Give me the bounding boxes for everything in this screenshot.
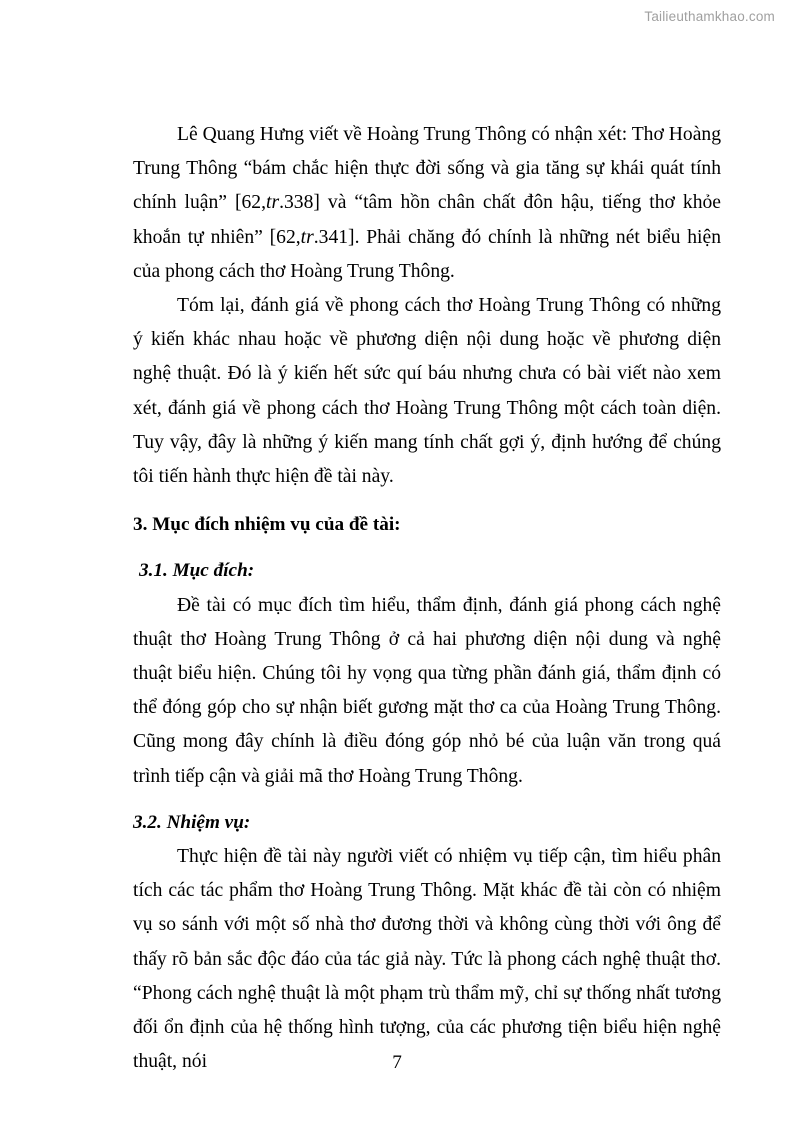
body-paragraph xyxy=(133,840,721,1079)
body-paragraph xyxy=(133,589,721,794)
citation-abbrev: tr xyxy=(266,192,280,214)
subsection-heading: 3.1. Mục đích: xyxy=(139,560,255,582)
section-heading: 3. Mục đích nhiệm vụ của đề tài: xyxy=(133,514,401,536)
paragraph-text: Đề tài có mục đích tìm hiểu, thẩm định, đánh giá phong cách nghệ thuật thơ Hoàng Trung Thông ở cả hai phương diện nội dung và nghệ thuật biểu hiện. Chúng tôi hy vọng qua từng phần đánh giá, thẩm định có thể đóng góp cho sự nhận biết gương mặt thơ ca của Hoàng Trung Thông. Cũng mong đây chính là điều đóng góp nhỏ bé của luận văn trong quá trình tiếp cận và giải mã thơ Hoàng Trung Thông. xyxy=(133,594,721,787)
body-paragraph xyxy=(133,118,721,289)
body-paragraph xyxy=(133,289,721,494)
paragraph-text: Thực hiện đề tài này người viết có nhiệm vụ tiếp cận, tìm hiểu phân tích các tác phẩm thơ Hoàng Trung Thông. Mặt khác đề tài còn có nhiệm vụ so sánh với một số nhà thơ đương thời và không cùng thời với ông để thấy rõ bản sắc độc đáo của tác giả này. Tức là phong cách nghệ thuật thơ. “Phong cách nghệ thuật là một phạm trù thẩm mỹ, chỉ sự thống nhất tương đối ổn định của hệ thống hình tượng, của các phương tiện biểu hiện nghệ thuật, nói xyxy=(133,846,721,1073)
subsection-heading: 3.2. Nhiệm vụ: xyxy=(133,811,251,833)
page-content-body xyxy=(133,118,721,1079)
paragraph-text: .341]. Phải chăng đó chính là những nét biểu hiện của phong cách thơ Hoàng Trung Thông. xyxy=(133,226,721,282)
paragraph-text: .338] và “tâm hồn chân chất đôn hậu, tiếng thơ khỏe khoắn tự nhiên” [62, xyxy=(133,192,721,248)
watermark-text: Tailieuthamkhao.com xyxy=(644,9,775,24)
paragraph-text: Tóm lại, đánh giá về phong cách thơ Hoàng Trung Thông có những ý kiến khác nhau hoặc về phương diện nội dung hoặc về phương diện nghệ thuật. Đó là ý kiến hết sức quí báu nhưng chưa có bài viết nào xem xét, đánh giá về phong cách thơ Hoàng Trung Thông một cách toàn diện. Tuy vậy, đây là những ý kiến mang tính chất gợi ý, định hướng để chúng tôi tiến hành thực hiện đề tài này. xyxy=(133,295,721,488)
paragraph-text: Lê Quang Hưng viết về Hoàng Trung Thông có nhận xét: Thơ Hoàng Trung Thông “bám chắc hiện thực đời sống và gia tăng sự khái quát tính chính luận” [62, xyxy=(133,124,721,214)
citation-abbrev: tr xyxy=(300,226,314,248)
page-number: 7 xyxy=(392,1052,402,1073)
